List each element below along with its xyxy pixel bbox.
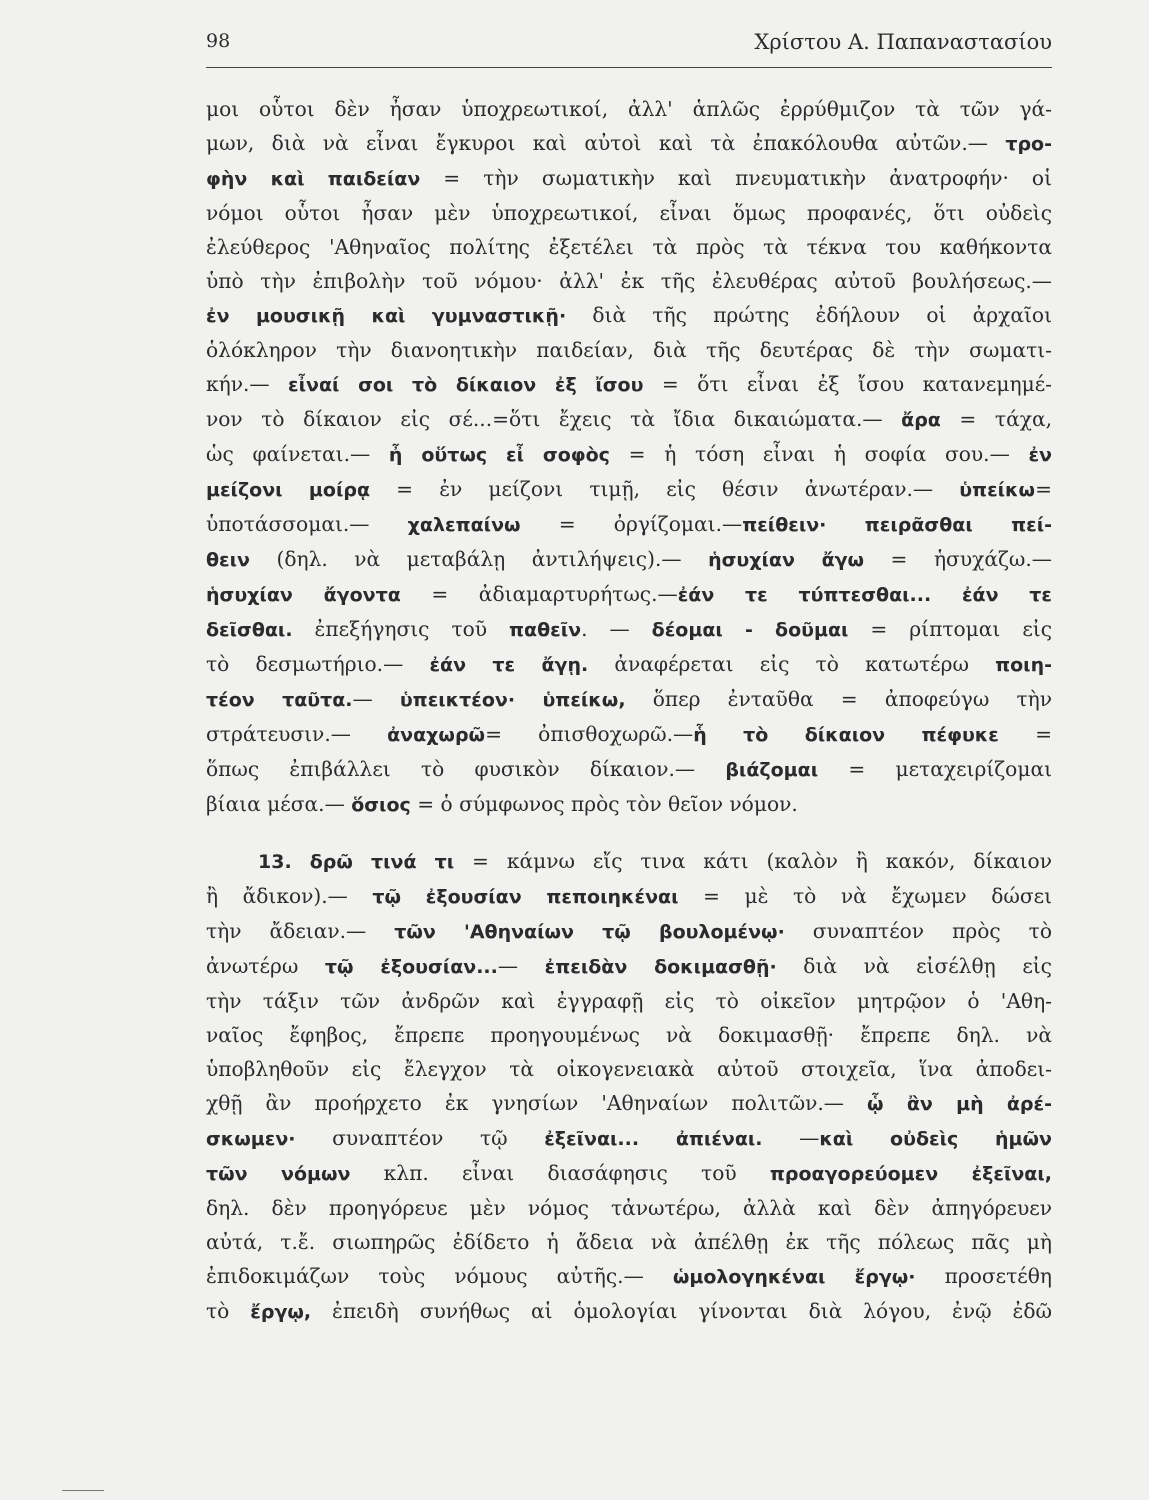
text: τὴν τάξιν τῶν ἀνδρῶν καὶ ἐγγραφῇ εἰς τὸ οἰκεῖον μητρῷον ὁ 'Αθη- — [206, 989, 1052, 1013]
body-text — [206, 92, 1052, 1329]
text-line — [206, 1259, 1052, 1294]
text: ὅπως ἐπιβάλλει τὸ φυσικὸν δίκαιον.— — [206, 757, 726, 781]
text: = ὅτι εἶναι ἐξ ἴσου κατανεμημέ- — [643, 372, 1052, 396]
text: = — [1035, 477, 1052, 501]
text: — — [497, 954, 545, 978]
term: τῶν 'Αθηναίων τῷ βουλομένῳ· — [394, 921, 785, 943]
term: προαγορεύομεν ἐξεῖναι, — [769, 1163, 1052, 1185]
text-line — [206, 984, 1052, 1018]
text-line — [206, 126, 1052, 161]
term: ὅσιος — [351, 794, 411, 816]
text-line — [206, 92, 1052, 126]
text-line — [206, 1225, 1052, 1259]
term: ἔργῳ, — [250, 1301, 312, 1323]
text: νόμοι οὗτοι ἦσαν μὲν ὑποχρεωτικοί, εἶναι ὅμως προφανές, ὅτι οὐδεὶς — [206, 201, 1052, 225]
term: ἦ οὕτως εἶ σοφὸς — [388, 444, 610, 466]
text: χθῇ ἂν προήρχετο ἐκ γνησίων 'Αθηναίων πολιτῶν.— — [206, 1091, 868, 1115]
text: = ἀδιαμαρτυρήτως.— — [400, 582, 678, 606]
text-line — [206, 879, 1052, 914]
term: ὑπείκω — [959, 479, 1036, 501]
text: ἀνωτέρω — [206, 954, 325, 978]
term: ἐξεῖναι... ἀπιέναι. — [544, 1128, 763, 1150]
text: αὐτά, τ.ἔ. σιωπηρῶς ἐδίδετο ἡ ἄδεια νὰ ἀπέλθῃ ἐκ τῆς πόλεως πᾶς μὴ — [206, 1230, 1052, 1254]
term: τῷ ἐξουσίαν πεποιηκέναι — [372, 886, 679, 908]
term: ἄρα — [901, 409, 941, 431]
text: — — [762, 1126, 820, 1150]
footer-rule — [62, 1490, 104, 1491]
term: θειν — [206, 549, 250, 571]
text: . — — [581, 617, 652, 641]
text: ὅπερ ἐνταῦθα = ἀποφεύγω τὴν — [625, 687, 1053, 711]
paragraph-1 — [206, 92, 1052, 822]
text: μων, διὰ νὰ εἶναι ἔγκυροι καὶ αὐτοὶ καὶ τὰ ἐπακόλουθα αὐτῶν.— — [206, 131, 1006, 155]
text: τὸ — [206, 1299, 251, 1323]
text: = — [998, 722, 1052, 746]
text-line — [206, 1156, 1052, 1191]
text: διὰ τῆς πρώτης ἐδήλουν οἱ ἀρχαῖοι — [566, 303, 1052, 327]
text: = ὀργίζομαι.— — [520, 512, 743, 536]
text: ἐπεξήγησις τοῦ — [292, 617, 510, 641]
text: — — [352, 687, 400, 711]
text-line — [206, 682, 1052, 717]
text-line — [206, 612, 1052, 647]
text-line — [206, 1121, 1052, 1156]
text-line — [206, 949, 1052, 984]
text: = ρίπτομαι εἰς — [848, 617, 1052, 641]
text-line — [206, 264, 1052, 298]
term: ᾧ ἂν μὴ ἀρέ- — [867, 1093, 1052, 1115]
term: ποιη- — [995, 654, 1052, 676]
term: ἀναχωρῶ — [387, 724, 486, 746]
text-line — [206, 577, 1052, 612]
text: ἀναφέρεται εἰς τὸ κατωτέρω — [588, 652, 996, 676]
term: ἐν μουσικῇ καὶ γυμναστικῇ· — [206, 305, 567, 327]
text: κήν.— — [206, 372, 289, 396]
term: βιάζομαι — [725, 759, 819, 781]
text-line — [206, 367, 1052, 402]
text: = κάμνω εἴς τινα κάτι (καλὸν ἢ κακόν, δίκαιον — [454, 849, 1052, 873]
text-line — [206, 437, 1052, 472]
text: = ὀπισθοχωρῶ.— — [485, 722, 694, 746]
text: = μὲ τὸ νὰ ἔχωμεν δώσει — [678, 884, 1052, 908]
text: διὰ νὰ εἰσέλθῃ εἰς — [776, 954, 1052, 978]
paragraph-13 — [206, 844, 1052, 1329]
text: ὑποβληθοῦν εἰς ἔλεγχον τὰ οἰκογενειακὰ αὐτοῦ στοιχεῖα, ἵνα ἀποδει- — [206, 1057, 1052, 1081]
text-line — [206, 230, 1052, 264]
term: καὶ οὐδεὶς ἡμῶν — [819, 1128, 1052, 1150]
term: δέομαι - δοῦμαι — [651, 619, 849, 641]
text-line — [206, 752, 1052, 787]
running-head — [206, 30, 1052, 64]
text: τὴν ἄδειαν.— — [206, 919, 395, 943]
text: = ὁ σύμφωνος πρὸς τὸν θεῖον νόμον. — [410, 792, 798, 816]
text-line — [206, 1018, 1052, 1052]
term: εἶναί σοι τὸ δίκαιον ἐξ ἴσου — [288, 374, 644, 396]
text: νον τὸ δίκαιον εἰς σέ...=ὅτι ἔχεις τὰ ἴδια δικαιώματα.— — [206, 407, 902, 431]
text: (δηλ. νὰ μεταβάλῃ ἀντιλήψεις).— — [249, 547, 709, 571]
text: ναῖος ἔφηβος, ἔπρεπε προηγουμένως νὰ δοκιμασθῇ· ἔπρεπε δηλ. νὰ — [206, 1023, 1052, 1047]
term: ὑπεικτέον· ὑπείκω, — [399, 689, 626, 711]
term: σκωμεν· — [206, 1128, 296, 1150]
text: στράτευσιν.— — [206, 722, 388, 746]
page-number: 98 — [206, 30, 231, 52]
text: μοι οὗτοι δὲν ἦσαν ὑποχρεωτικοί, ἀλλ' ἁπλῶς ἐρρύθμιζον τὰ τῶν γά- — [206, 97, 1052, 121]
term: δεῖσθαι. — [206, 619, 293, 641]
term: τῶν νόμων — [206, 1163, 351, 1185]
term: τρο- — [1005, 133, 1052, 155]
term: πείθειν· πειρᾶσθαι πεί- — [742, 514, 1053, 536]
text-line — [206, 196, 1052, 230]
term: ἐπειδὰν δοκιμασθῇ· — [544, 956, 777, 978]
header-rule — [206, 67, 1052, 68]
text: συναπτέον τῷ — [295, 1126, 545, 1150]
text: ἐλεύθερος 'Αθηναῖος πολίτης ἐξετέλει τὰ πρὸς τὰ τέκνα του καθήκοντα — [206, 235, 1052, 259]
text-line — [206, 507, 1052, 542]
term: φὴν καὶ παιδείαν — [206, 168, 421, 190]
text-line — [206, 333, 1052, 367]
text: ὑπὸ τὴν ἐπιβολὴν τοῦ νόμου· ἀλλ' ἐκ τῆς ἐλευθέρας αὐτοῦ βουλήσεως.— — [206, 269, 1052, 293]
text-line — [206, 298, 1052, 333]
running-head-title: Χρίστου Α. Παπαναστασίου — [754, 30, 1052, 54]
text-line — [206, 787, 1052, 822]
text-line — [206, 472, 1052, 507]
text: = μεταχειρίζομαι — [818, 757, 1053, 781]
text-line — [206, 402, 1052, 437]
term: χαλεπαίνω — [407, 514, 521, 536]
text: προσετέθη — [915, 1264, 1052, 1288]
term: μείζονι μοίρᾳ — [206, 479, 371, 501]
text: ὡς φαίνεται.— — [206, 442, 389, 466]
text-line — [206, 1086, 1052, 1121]
text: = τάχα, — [940, 407, 1052, 431]
text-line — [206, 1191, 1052, 1225]
term: ὡμολογηκέναι ἔργῳ· — [672, 1266, 916, 1288]
text: ἢ ἄδικον).— — [206, 884, 373, 908]
term: τῷ ἐξουσίαν... — [324, 956, 498, 978]
term: ἐάν τε ἄγῃ. — [429, 654, 589, 676]
text: = ἡσυχάζω.— — [864, 547, 1052, 571]
text-line — [206, 1294, 1052, 1329]
text-line — [206, 647, 1052, 682]
text: ὁλόκληρον τὴν διανοητικὴν παιδείαν, διὰ τῆς δευτέρας δὲ τὴν σωματι- — [206, 338, 1052, 362]
text: συναπτέον πρὸς τὸ — [784, 919, 1053, 943]
term: ἡσυχίαν ἄγοντα — [206, 584, 401, 606]
text-line — [206, 717, 1052, 752]
text: ἐπειδὴ συνήθως αἱ ὁμολογίαι γίνονται διὰ λόγου, ἐνῷ ἐδῶ — [311, 1299, 1052, 1323]
term: τέον ταῦτα. — [206, 689, 353, 711]
text: δηλ. δὲν προηγόρευε μὲν νόμος τἀνωτέρω, ἀλλὰ καὶ δὲν ἀπηγόρευεν — [206, 1196, 1052, 1220]
term: παθεῖν — [509, 619, 582, 641]
text: = τὴν σωματικὴν καὶ πνευματικὴν ἀνατροφήν· οἱ — [420, 166, 1052, 190]
text-line — [206, 914, 1052, 949]
text-line — [206, 844, 1052, 879]
term: ἐάν τε τύπτεσθαι... ἐάν τε — [677, 584, 1052, 606]
text-line — [206, 1052, 1052, 1086]
text: τὸ δεσμωτήριο.— — [206, 652, 430, 676]
term: ἧ τὸ δίκαιον πέφυκε — [693, 724, 999, 746]
text: βίαια μέσα.— — [206, 792, 352, 816]
text: = ἡ τόση εἶναι ἡ σοφία σου.— — [609, 442, 1029, 466]
text: = ἐν μείζονι τιμῇ, εἰς θέσιν ἀνωτέραν.— — [370, 477, 960, 501]
text: ὑποτάσσομαι.— — [206, 512, 408, 536]
text: ἐπιδοκιμάζων τοὺς νόμους αὐτῆς.— — [206, 1264, 673, 1288]
term: ἐν — [1028, 444, 1052, 466]
text-line — [206, 542, 1052, 577]
section-term: 13. δρῶ τινά τι — [258, 851, 455, 873]
text: κλπ. εἶναι διασάφησις τοῦ — [350, 1161, 770, 1185]
term: ἡσυχίαν ἄγω — [708, 549, 865, 571]
text-line — [206, 161, 1052, 196]
